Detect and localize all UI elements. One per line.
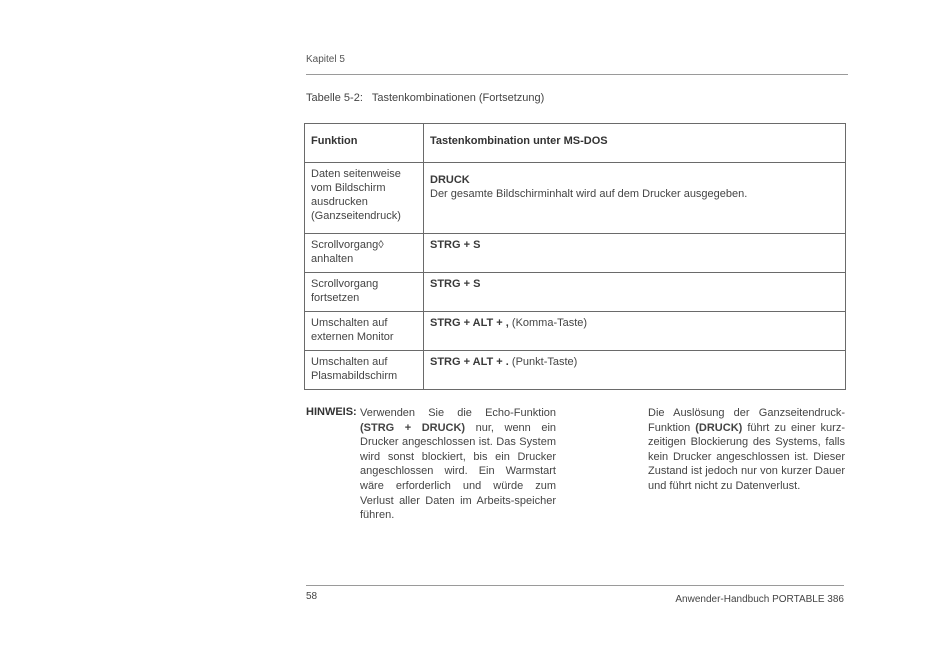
note-left-text-2: nur, wenn ein Drucker angeschlossen ist. Das System wird sonst blockiert, bis ein Drucker angeschlossen wird. Ein Warmstart wäre erforderlich und würde zum Verlust aller Daten im Arbeits-speicher führen. [360,421,557,522]
function-cell: Umschalten auf Plasmabildschirm [305,351,424,390]
caption-text: Tastenkombinationen (Fortsetzung) [371,92,545,104]
note-left-text-1: Verwenden Sie die Echo-Funktion [360,407,556,419]
header-rule [306,74,848,75]
function-cell: Daten seitenweise vom Bildschirm ausdrucken (Ganzseitendruck) [305,163,424,234]
note-right-text-1: Die Auslösung der Ganzseitendruck-Funktion [648,407,845,434]
key-combo: STRG + ALT + . [430,356,509,368]
note-left-paragraph [360,406,556,523]
table-row [305,234,846,273]
key-combo: STRG + S [430,239,481,251]
table-caption [306,92,544,104]
table-row [305,312,846,351]
key-combo: STRG + ALT + , [430,317,509,329]
header-function: Funktion [305,124,424,163]
table-row [305,273,846,312]
note-right-text-2: führt zu einer kurz-zeitigen Blockierung des Systems, falls kein Drucker angeschlossen ist. Dieser Zustand ist jedoch nur von kurzer Dauer und führt nicht zu Datenverlust. [648,421,845,492]
note-right-paragraph [648,406,845,494]
key-cell [424,273,846,312]
key-cell [424,163,846,234]
key-combination-table [304,123,846,390]
footer-title: Anwender-Handbuch PORTABLE 386 [675,594,844,605]
table-row [305,163,846,234]
function-cell: Umschalten auf externen Monitor [305,312,424,351]
header-key-combination: Tastenkombination unter MS-DOS [424,124,846,163]
table-row [305,351,846,390]
key-description: (Komma-Taste) [511,317,588,329]
function-cell: Scrollvorgang fortsetzen [305,273,424,312]
table-header-row [305,124,846,163]
key-description: (Punkt-Taste) [511,356,578,368]
key-cell [424,234,846,273]
key-combo: STRG + S [430,278,481,290]
footer-rule [306,585,844,586]
note-left-keys: (STRG + DRUCK) [360,421,466,434]
note-label: HINWEIS: [306,406,357,418]
key-combo: DRUCK [430,174,470,186]
key-description: Der gesamte Bildschirminhalt wird auf dem Drucker ausgegeben. [430,188,748,200]
caption-label: Tabelle 5-2: [306,92,363,104]
function-cell: Scrollvorgang◊ anhalten [305,234,424,273]
note-right-keys: (DRUCK) [695,421,743,434]
chapter-header: Kapitel 5 [306,54,345,65]
key-cell [424,312,846,351]
page-number: 58 [306,591,318,602]
key-cell [424,351,846,390]
